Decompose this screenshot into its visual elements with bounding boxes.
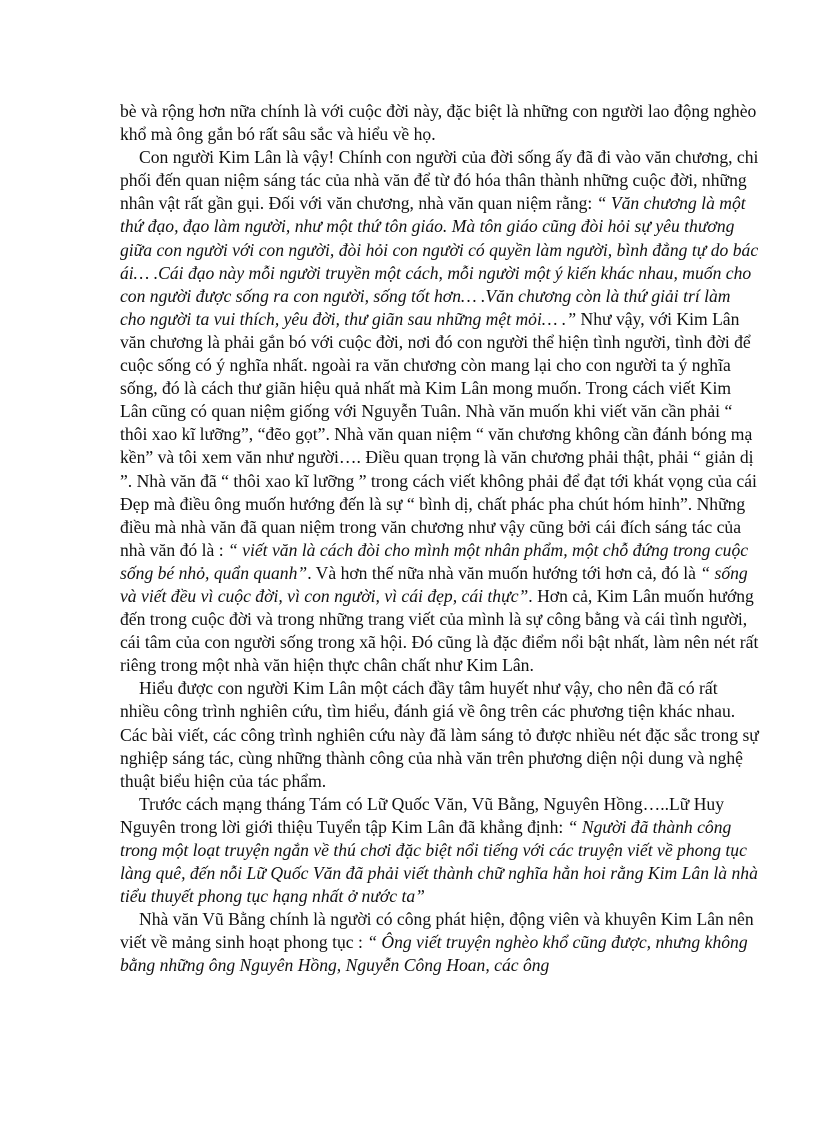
text-run: Trước cách mạng tháng Tám có Lữ Quốc Văn, Vũ Bằng, Nguyên Hồng…..Lữ Huy Nguyên trong lời giới thiệu Tuyển tập Kim Lân đã khẳng định:	[120, 793, 725, 837]
text-run: . Và hơn thế nữa nhà văn muốn hướng tới hơn cả, đó là	[307, 562, 701, 583]
paragraph-4	[120, 793, 760, 908]
paragraph-1	[120, 100, 760, 146]
text-run: Nhà văn Vũ Bằng chính là người có công phát hiện, động viên và khuyên Kim Lân nên viết về mảng sinh hoạt phong tục :	[120, 909, 754, 953]
paragraph-3	[120, 677, 760, 792]
paragraph-2	[120, 146, 760, 677]
body-text	[120, 100, 760, 978]
quote-run: “ viết văn là cách đòi cho mình một nhân phẩm, một chỗ đứng trong cuộc sống bé nhỏ, quẩn quanh”	[120, 539, 749, 583]
quote-run: “ Ông viết truyện nghèo khổ cũng được, nhưng không bằng những ông Nguyên Hồng, Nguyễn Công Hoan, các ông	[120, 932, 748, 976]
text-run: bè và rộng hơn nữa chính là với cuộc đời này, đặc biệt là những con người lao động nghèo khổ mà ông gắn bó rất sâu sắc và hiểu về họ.	[120, 101, 757, 145]
quote-run: “ Văn chương là một thứ đạo, đạo làm người, như một thứ tôn giáo. Mà tôn giáo cũng đòi hỏi sự yêu thương giữa con người với con người, đòi hỏi con người có quyền làm người, bình đẳng tự do bác ái… .Cái đạo này mỗi người truyền một cách, mỗi người một ý kiến khác nhau, muốn cho con người được sống ra con người, sống tốt hơn… .Văn chương còn là thứ giải trí làm cho người ta vui thích, yêu đời, thư giãn sau những mệt mỏi… .”	[120, 193, 759, 329]
quote-run: “ Người đã thành công trong một loạt truyện ngắn về thú chơi đặc biệt nổi tiếng với các truyện viết về phong tục làng quê, đến nỗi Lữ Quốc Văn đã phải viết thành chữ nghĩa hẳn hoi rằng Kim Lân là nhà tiểu thuyết phong tục hạng nhất ở nước ta”	[120, 816, 758, 907]
text-run: Như vậy, với Kim Lân văn chương là phải gắn bó với cuộc đời, nơi đó con người thể hiện tình người, tình đời để cuộc sống có ý nghĩa nhất. ngoài ra văn chương còn mang lại cho con người ta ý nghĩa sống, đó là cách thư giãn hiệu quả nhất mà Kim Lân mong muốn. Trong cách viết Kim Lân cũng có quan niệm giống với Nguyễn Tuân. Nhà văn muốn khi viết văn cần phải “ thôi xao kĩ lưỡng”, “đẽo gọt”. Nhà văn quan niệm “ văn chương không cần đánh bóng mạ kền” và tôi xem văn như người…. Điều quan trọng là văn chương phải thật, phải “ giản dị ”. Nhà văn đã “ thôi xao kĩ lưỡng ” trong cách viết không phải để đạt tới khát vọng của cái Đẹp mà điều ông muốn hướng đến là sự “ bình dị, chất phác pha chút hóm hỉnh”. Những điều mà nhà văn đã quan niệm trong văn chương như vậy cũng bởi cái đích sáng tác của nhà văn đó là :	[120, 308, 757, 560]
text-run: Hiểu được con người Kim Lân một cách đầy tâm huyết như vậy, cho nên đã có rất nhiều công trình nghiên cứu, tìm hiểu, đánh giá về ông trên các phương tiện khác nhau. Các bài viết, các công trình nghiên cứu này đã làm sáng tỏ được nhiều nét đặc sắc trong sự nghiệp sáng tác, cùng những thành công của nhà văn trên phương diện nội dung và nghệ thuật biểu hiện của tác phẩm.	[120, 678, 759, 791]
text-run: Con người Kim Lân là vậy! Chính con người của đời sống ấy đã đi vào văn chương, chi phối đến quan niệm sáng tác của nhà văn để từ đó hóa thân thành những cuộc đời, những nhân vật rất gần gụi. Đối với văn chương, nhà văn quan niệm rằng:	[120, 147, 759, 214]
text-run: . Hơn cả, Kim Lân muốn hướng đến trong cuộc đời và trong những trang viết của mình là sự công bằng và cái tình người, cái tâm của con người sống trong xã hội. Đó cũng là đặc điểm nổi bật nhất, làm nên nét rất riêng trong một nhà văn hiện thực chân chất như Kim Lân.	[120, 585, 759, 676]
quote-run: “ sống và viết đều vì cuộc đời, vì con người, vì cái đẹp, cái thực”	[120, 562, 748, 606]
paragraph-5	[120, 908, 760, 977]
